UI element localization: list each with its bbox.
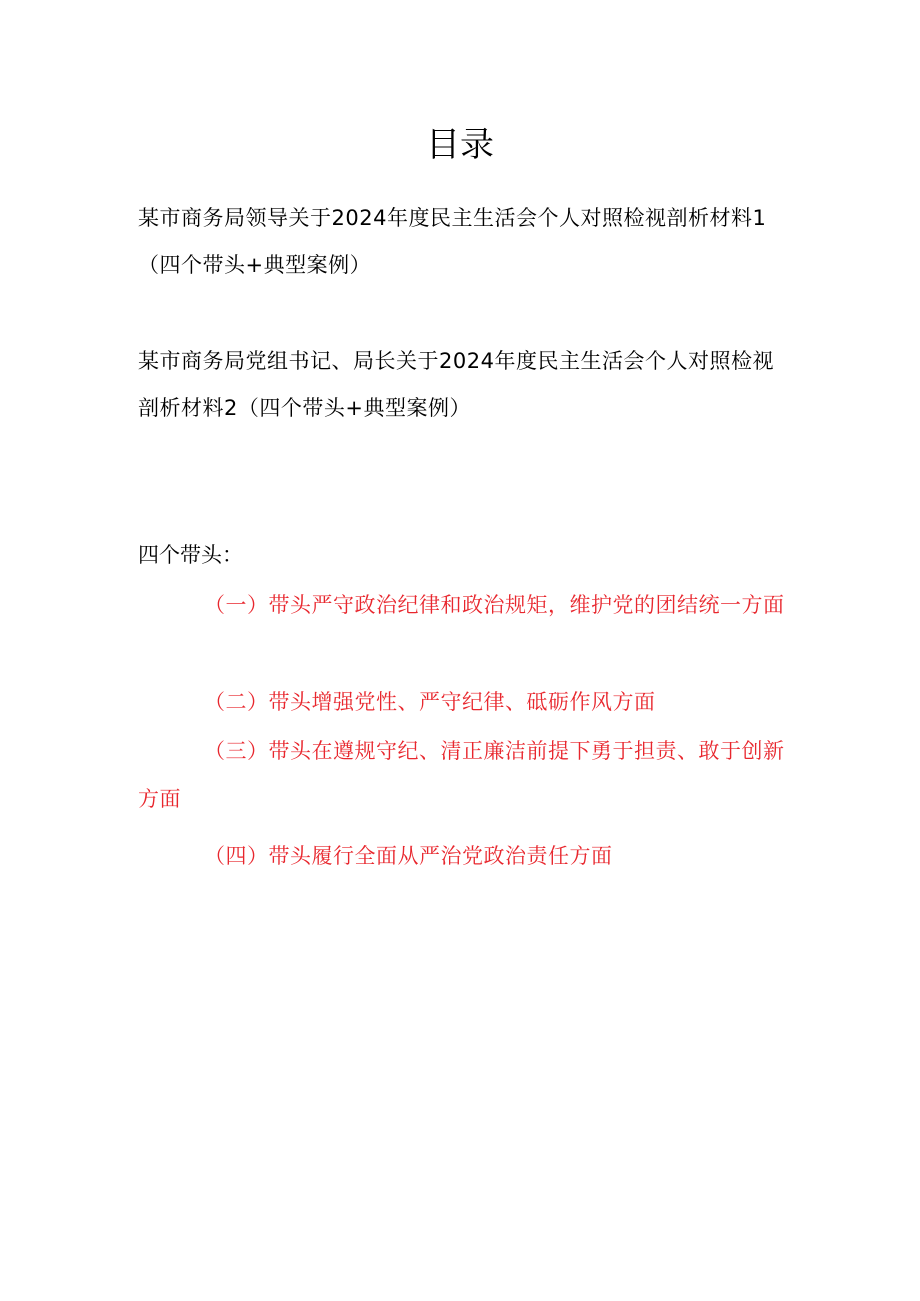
toc-entry-1: 某市商务局领导关于2024年度民主生活会个人对照检视剖析材料1（四个带头+典型案例） [138, 206, 767, 277]
sub-item-1: （一）带头严守政治纪律和政治规矩，维护党的团结统一方面 [204, 593, 785, 617]
sub-item-3: （三）带头在遵规守纪、清正廉洁前提下勇于担责、敢于创新方面 [138, 739, 785, 811]
sub-item-2: （二）带头增强党性、严守纪律、砥砺作风方面 [204, 690, 656, 714]
section-heading: 四个带头： [138, 543, 243, 567]
sub-item-4: （四）带头履行全面从严治党政治责任方面 [204, 844, 613, 868]
toc-entry-2: 某市商务局党组书记、局长关于2024年度民主生活会个人对照检视剖析材料2（四个带头+典型案例） [138, 349, 774, 420]
page-title: 目录 [426, 125, 494, 165]
